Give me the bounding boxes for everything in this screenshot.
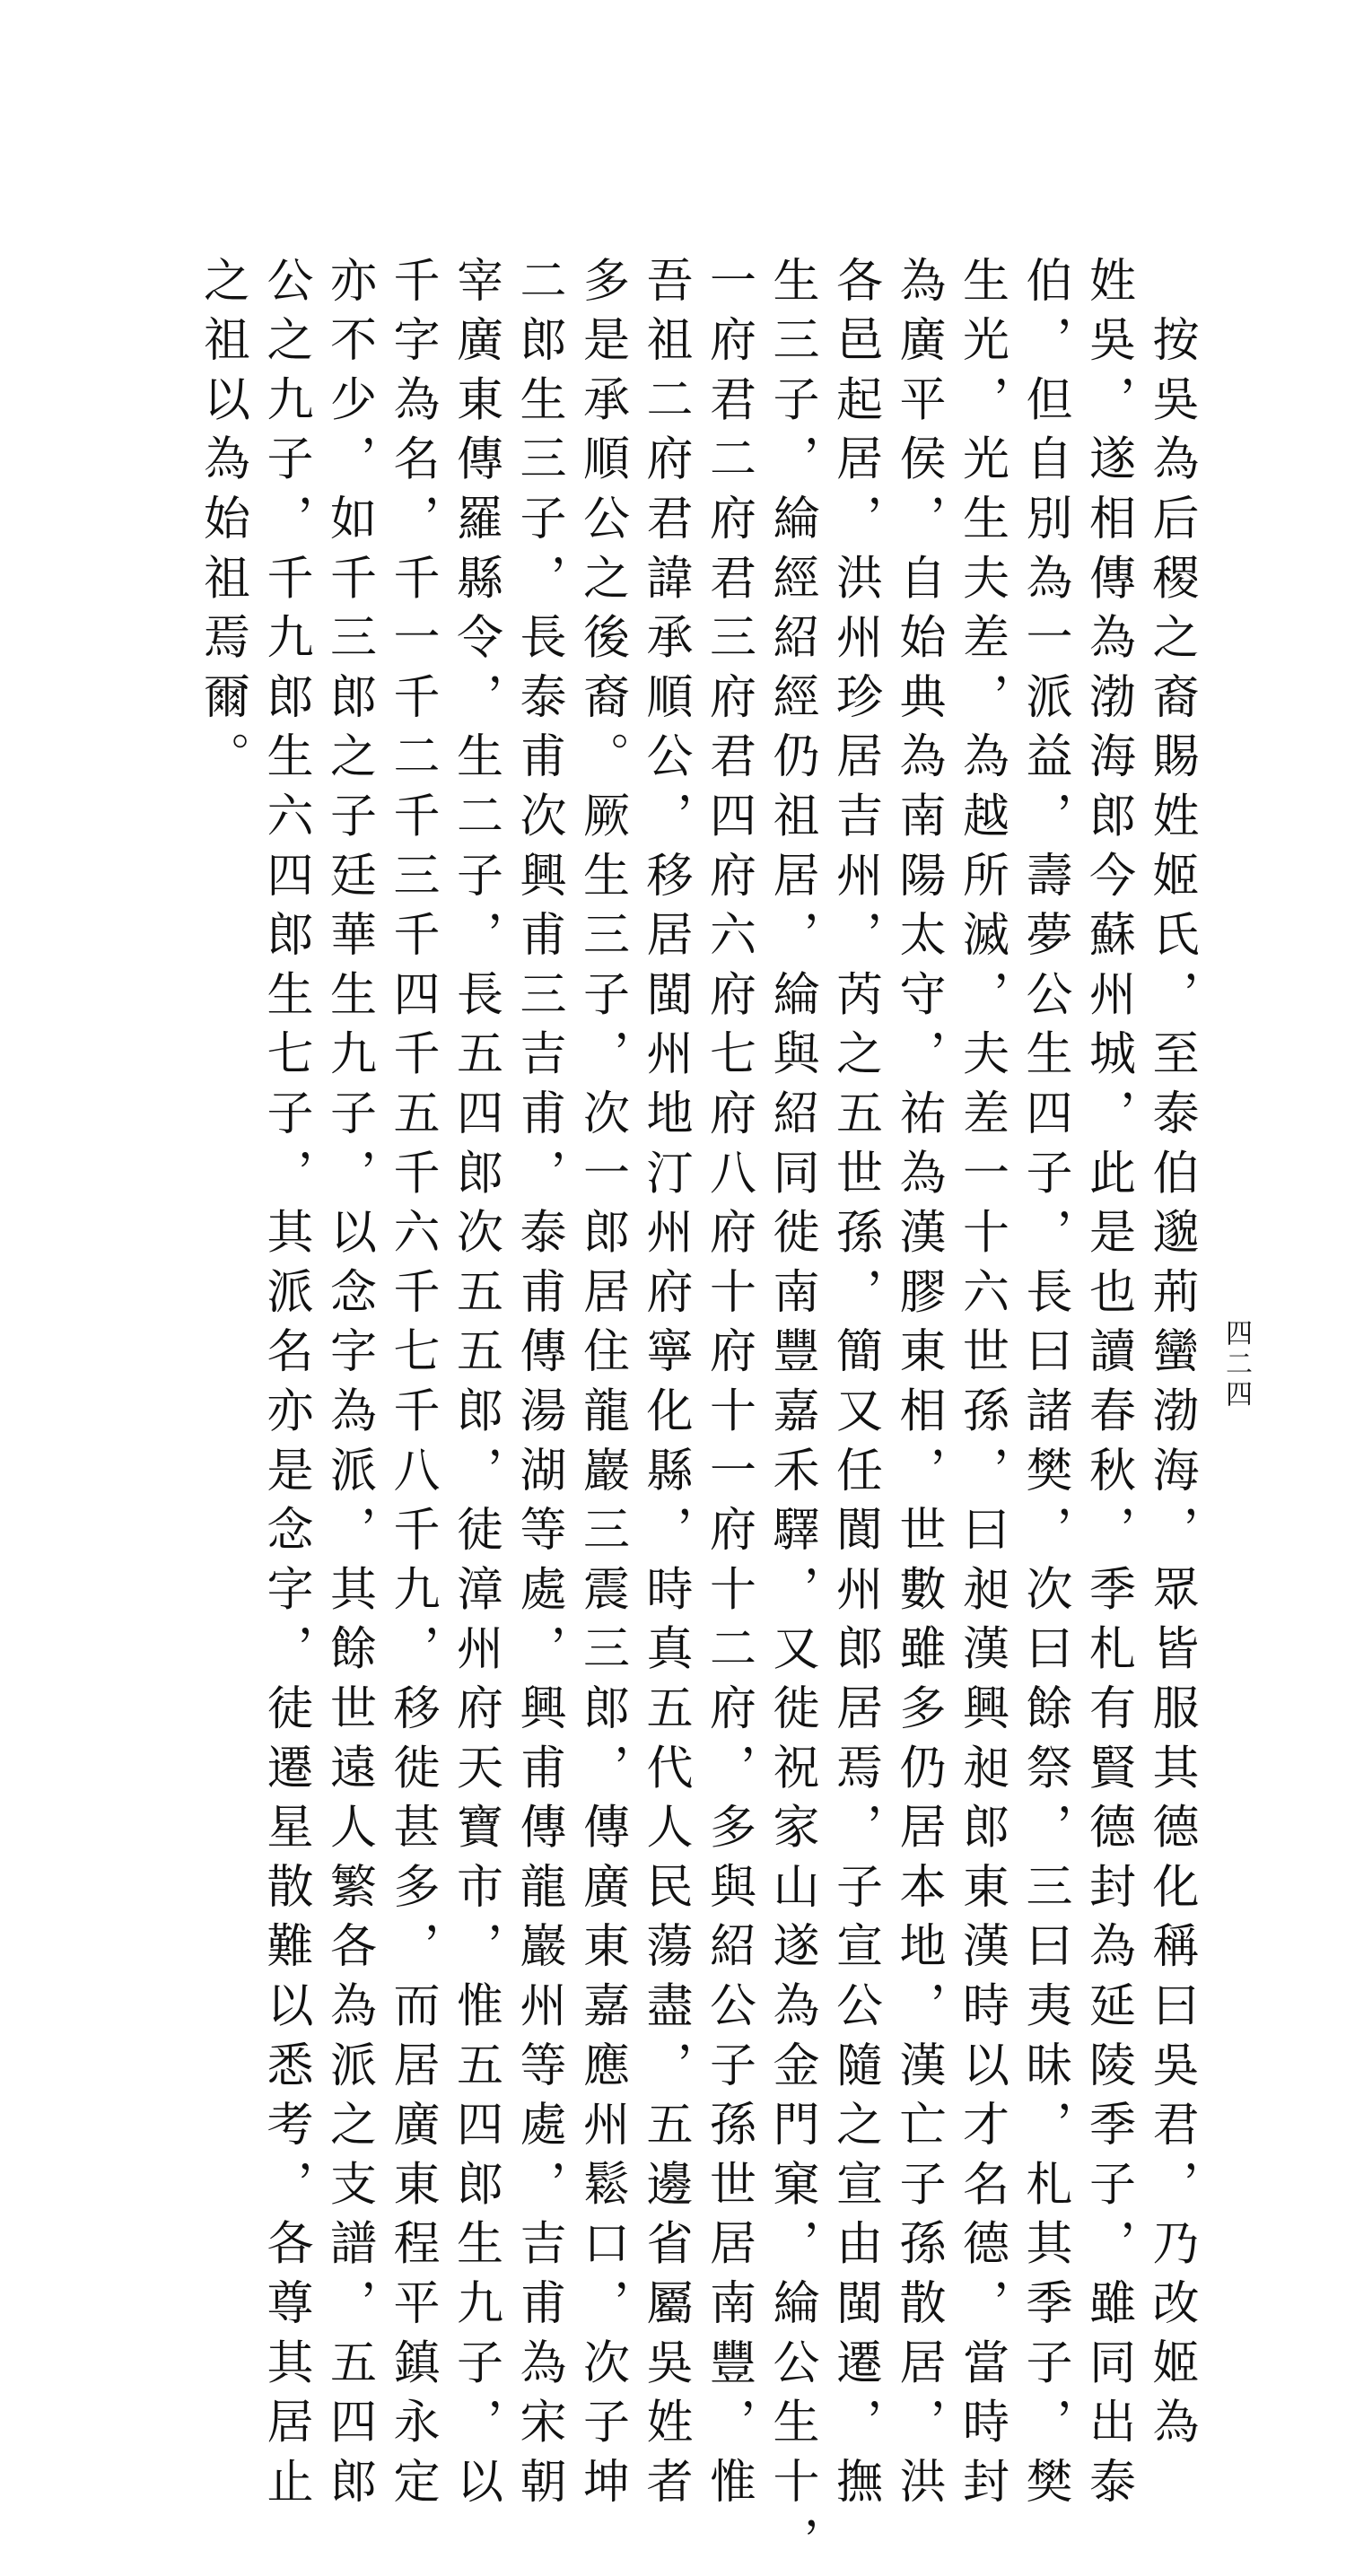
page-number: 四二四 [1220,1319,1252,1410]
text-column: 千字為名，千一千二千三千四千五千六千七千八千九，移徙甚多，而居廣東程平鎮永定 [385,256,439,2517]
text-column: 二郎生三子，長泰甫次興甫三吉甫，泰甫傳湯湖等處，興甫傳龍巖州等處，吉甫為宋朝 [511,256,565,2517]
text-column: 按吳為后稷之裔賜姓姬氏，至泰伯邈荊蠻渤海，眾皆服其德化稱曰吳君，乃改姬為 [1144,256,1198,2458]
text-column: 伯，但自別為一派益，壽夢公生四子，長曰諸樊，次曰餘祭，三曰夷昧，札其季子，樊 [1018,256,1071,2517]
text-column: 姓吳，遂相傳為渤海郎今蘇州城，此是也讀春秋，季札有賢德封為延陵季子，雖同出泰 [1080,256,1135,2517]
text-column: 生光，光生夫差，為越所滅，夫差一十六世孫，曰昶漢興昶郎東漢時以才名德，當時封 [954,256,1009,2517]
text-column: 為廣平侯，自始典為南陽太守，祐為漢膠東相，世數雖多仍居本地，漢亡子孫散居，洪 [891,256,945,2517]
body-text [190,256,1202,2576]
text-column: 之祖以為始祖焉爾。 [195,256,249,791]
text-column: 一府君二府君三府君四府六府七府八府十府十一府十二府，多與紹公子孫世居南豐，惟 [701,256,756,2517]
text-column: 多是承順公之後裔。厥生三子，次一郎居住龍巖三震三郎，傳廣東嘉應州鬆口，次子坤 [574,256,629,2517]
text-column: 各邑起居，洪州珍居吉州，芮之五世孫，簡又任閬州郎居焉，子宣公隨之宣由閩遷，撫 [827,256,882,2517]
text-column: 亦不少，如千三郎之子廷華生九子，以念字為派，其餘世遠人繁各為派之支譜，五四郎 [321,256,376,2517]
text-column: 宰廣東傳羅縣令，生二子，長五四郎次五五郎，徒漳州府天寶市，惟五四郎生九子，以 [448,256,503,2517]
text-column: 吾祖二府君諱承順公，移居閩州地汀州府寧化縣，時真五代人民蕩盡，五邊省屬吳姓者 [638,256,692,2517]
text-column: 公之九子，千九郎生六四郎生七子，其派名亦是念字，徒遷星散難以悉考，各尊其居止 [258,256,312,2517]
text-column: 生三子，綸經紹經仍祖居，綸與紹同徙南豐嘉禾驛，又徙祝家山遂為金門窠，綸公生十， [765,256,818,2576]
